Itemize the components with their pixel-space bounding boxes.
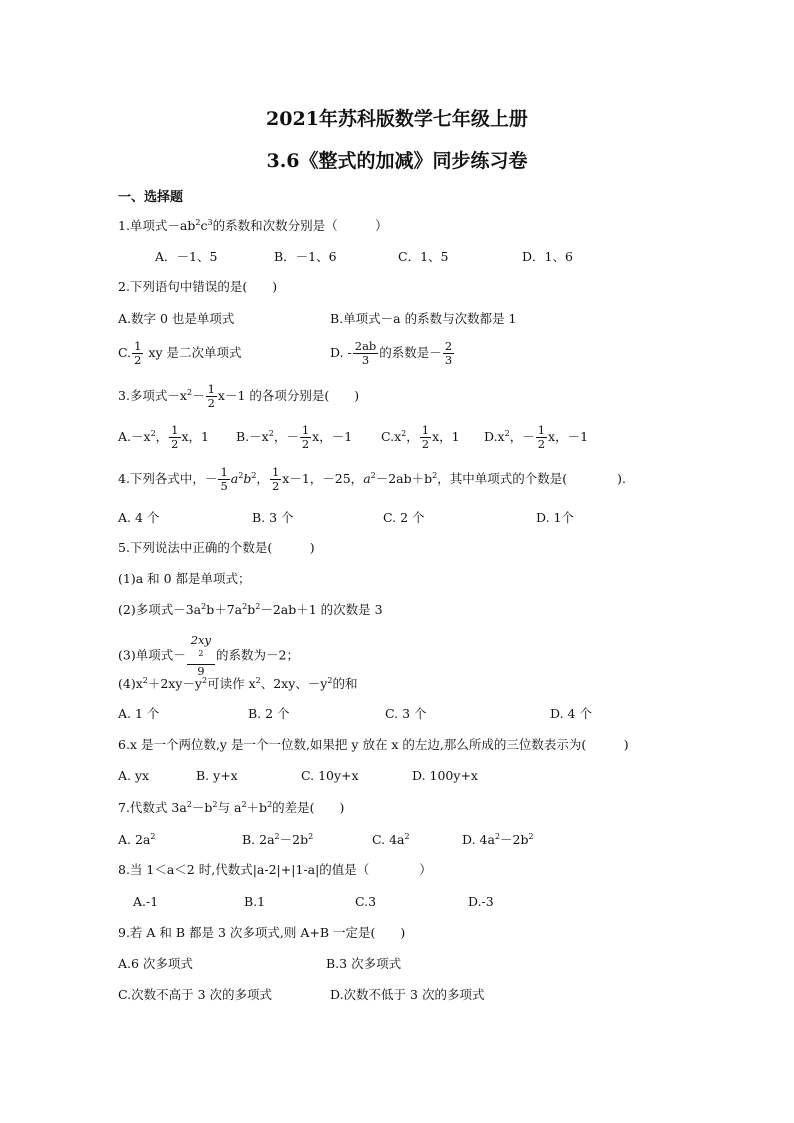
question-3-option-d: $D.x^2$，－ $\frac{1}{2}$ x，－1: [484, 423, 589, 451]
question-8-stem: 8.当 1＜a＜2 时,代数式|a-2|+|1-a|的值是（ ）: [118, 862, 432, 877]
question-7-option-b: B. $2a^2-2b^2$: [242, 832, 314, 847]
question-6-option-b: B. y+x: [196, 768, 238, 783]
question-5-option-c: C. 3 个: [385, 706, 427, 721]
question-6-option-a: A. yx: [118, 768, 150, 783]
question-3-option-a: $A.-x^2$， $\frac{1}{2}$ x，1: [118, 423, 210, 451]
question-5-stem: 5.下列说法中正确的个数是( ): [118, 540, 315, 555]
question-7-option-d: D. $4a^2-2b^2$: [462, 832, 534, 847]
question-9-option-c: C.次数不高于 3 次的多项式: [118, 987, 272, 1002]
question-4-option-c: C. 2 个: [383, 510, 425, 525]
question-9-option-a: A.6 次多项式: [118, 956, 193, 971]
question-5-option-a: A. 1 个: [118, 706, 160, 721]
question-1-option-c: C．1、5: [398, 249, 449, 264]
question-7-option-c: C. $4a^2$: [372, 832, 410, 847]
question-9-option-d: D.次数不低于 3 次的多项式: [330, 987, 485, 1002]
question-5-statement-4: $(4)x^2+2xy-y^2$可读作 $x^2$、2xy、$-y^2$的和: [118, 676, 358, 691]
question-5-option-d: D. 4 个: [550, 706, 592, 721]
document-subtitle: 3.6《整式的加减》同步练习卷: [266, 150, 528, 172]
question-4-stem: 4.下列各式中，－ $\frac{1}{5}$ $a^2b^2$， $\frac{1}{2}$ x－1，－25，$a^2-2ab+b^2$，其中单项式的个数是( ).: [118, 465, 626, 493]
question-5-statement-2: (2)多项式$-3a^2b+7a^2b^2-2ab+1$ 的次数是 3: [118, 602, 383, 617]
question-8-option-a: A.-1: [133, 894, 159, 909]
question-2-option-b: B.单项式－a 的系数与次数都是 1: [330, 311, 517, 326]
question-6-option-c: C. 10y+x: [301, 768, 359, 783]
question-6-option-d: D. 100y+x: [412, 768, 478, 783]
question-2-stem: 2.下列语句中错误的是( ): [118, 279, 278, 294]
question-5-option-b: B. 2 个: [248, 706, 290, 721]
section-heading: 一、选择题: [118, 190, 184, 205]
question-4-option-d: D. 1个: [536, 510, 574, 525]
question-7-option-a: A. $2a^2$: [118, 832, 156, 847]
question-8-option-c: C.3: [355, 894, 377, 909]
question-9-option-b: B.3 次多项式: [326, 956, 402, 971]
question-1-option-a: A．－1、5: [155, 249, 218, 264]
question-8-option-d: D.-3: [468, 894, 494, 909]
question-1-stem: 1.单项式$-ab^2c^3$的系数和次数分别是（ ）: [118, 218, 388, 233]
question-4-option-b: B. 3 个: [252, 510, 294, 525]
question-1-option-b: B．－1、6: [274, 249, 337, 264]
question-8-option-b: B.1: [244, 894, 266, 909]
question-5-statement-1: (1)a 和 0 都是单项式；: [118, 571, 251, 586]
question-4-option-a: A. 4 个: [118, 510, 160, 525]
question-2-option-a: A.数字 0 也是单项式: [118, 311, 235, 326]
question-9-stem: 9.若 A 和 B 都是 3 次多项式,则 A+B 一定是( ): [118, 925, 406, 940]
question-6-stem: 6.x 是一个两位数,y 是一个一位数,如果把 y 放在 x 的左边,那么所成的三位数表示为( ): [118, 737, 629, 752]
question-2-option-d: D. - $\frac{2ab}{3}$ 的系数是－ $\frac{2}{3}$: [330, 339, 453, 367]
question-3-stem: 3.多项式$-x^2-$ $\frac{1}{2}$ x－1 的各项分别是( ): [118, 382, 360, 410]
document-title: 2021年苏科版数学七年级上册: [266, 108, 528, 130]
question-1-option-d: D．1、6: [522, 249, 573, 264]
question-3-option-c: $C.x^2$， $\frac{1}{2}$ x，1: [381, 423, 460, 451]
question-5-statement-3: (3)单项式－ 2xy $^2$ 9 的系数为－2；: [118, 633, 299, 678]
question-7-stem: 7.代数式 $3a^2-b^2$与 $a^2+b^2$的差是( ): [118, 800, 345, 815]
question-2-option-c: C. $\frac{1}{2}$ xy 是二次单项式: [118, 339, 242, 367]
question-3-option-b: $B.-x^2$，－ $\frac{1}{2}$ x，－1: [236, 423, 353, 451]
